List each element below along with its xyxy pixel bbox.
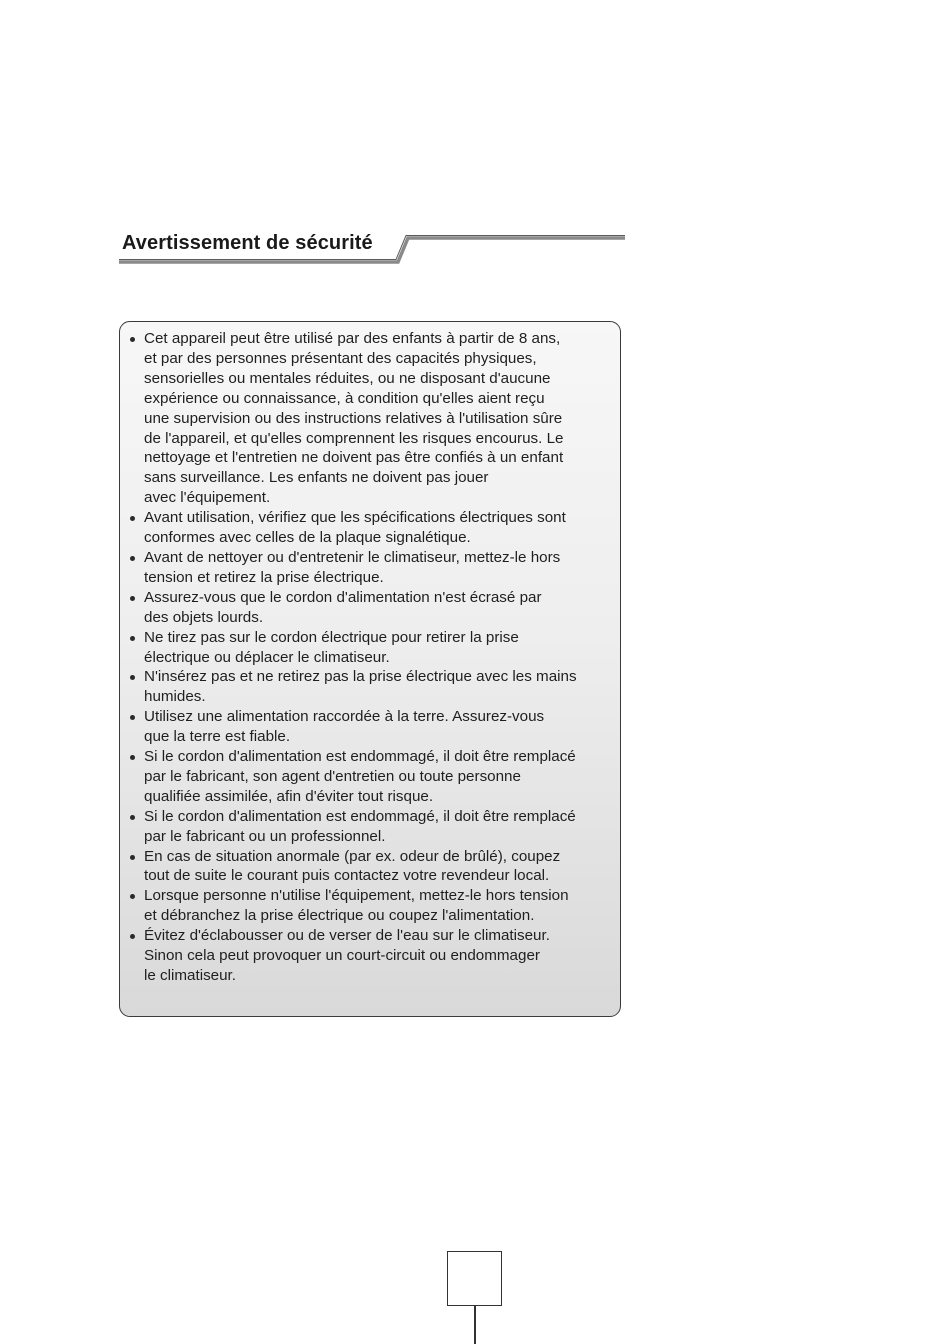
warning-item — [130, 847, 616, 887]
bullet-icon — [130, 934, 135, 939]
warning-text-line: Sinon cela peut provoquer un court-circuit ou endommager — [144, 947, 540, 965]
warning-text-line: Si le cordon d'alimentation est endommagé, il doit être remplacé — [144, 748, 576, 766]
warning-text-line: humides. — [144, 688, 206, 706]
warning-item — [130, 628, 616, 668]
bullet-icon — [130, 855, 135, 860]
warning-item — [130, 508, 616, 548]
warning-text-line: N'insérez pas et ne retirez pas la prise électrique avec les mains — [144, 668, 577, 686]
warning-text-line: et par des personnes présentant des capacités physiques, — [144, 349, 537, 367]
bullet-icon — [130, 675, 135, 680]
warning-item — [130, 707, 616, 747]
warning-text-line: Utilisez une alimentation raccordée à la terre. Assurez-vous — [144, 708, 545, 726]
warning-text-line: que la terre est fiable. — [144, 728, 291, 746]
warning-list — [120, 322, 620, 986]
warning-text-line: par le fabricant ou un professionnel. — [144, 827, 386, 845]
bullet-icon — [130, 715, 135, 720]
warning-text-line: conformes avec celles de la plaque signalétique. — [144, 529, 471, 547]
warning-text-line: expérience ou connaissance, à condition qu'elles aient reçu — [144, 389, 545, 407]
bullet-icon — [130, 516, 135, 521]
warning-item — [130, 926, 616, 986]
warning-text-line: Avant de nettoyer ou d'entretenir le climatiseur, mettez-le hors — [144, 548, 561, 566]
warning-text-line: le climatiseur. — [144, 967, 236, 984]
warning-item — [130, 588, 616, 628]
bullet-icon — [130, 755, 135, 760]
warning-text-line: Cet appareil peut être utilisé par des enfants à partir de 8 ans, — [144, 330, 561, 347]
section-title: Avertissement de sécurité — [122, 232, 373, 254]
warning-item — [130, 667, 616, 707]
warning-text-line: tension et retirez la prise électrique. — [144, 568, 384, 586]
warning-text-line: Lorsque personne n'utilise l'équipement, mettez-le hors tension — [144, 887, 569, 905]
warning-text-line: Ne tirez pas sur le cordon électrique pour retirer la prise — [144, 628, 519, 646]
warning-text-line: électrique ou déplacer le climatiseur. — [144, 648, 390, 666]
section-header — [119, 228, 625, 264]
warning-text-line: qualifiée assimilée, afin d'éviter tout risque. — [144, 787, 434, 805]
warning-text-line: En cas de situation anormale (par ex. odeur de brûlé), coupez — [144, 847, 561, 865]
warning-text-line: de l'appareil, et qu'elles comprennent les risques encourus. Le — [144, 429, 564, 447]
bullet-icon — [130, 636, 135, 641]
warning-text-line: tout de suite le courant puis contactez votre revendeur local. — [144, 867, 550, 885]
bullet-icon — [130, 556, 135, 561]
warning-text-line: et débranchez la prise électrique ou coupez l'alimentation. — [144, 907, 535, 925]
warning-text-line: Avant utilisation, vérifiez que les spécifications électriques sont — [144, 509, 566, 527]
warning-text-line: Évitez d'éclabousser ou de verser de l'eau sur le climatiseur. — [144, 927, 550, 945]
warning-text-line: sensorielles ou mentales réduites, ou ne disposant d'aucune — [144, 369, 551, 387]
warning-item — [130, 886, 616, 926]
bullet-icon — [130, 596, 135, 601]
page-number-connector — [474, 1306, 476, 1344]
warning-text-line: Si le cordon d'alimentation est endommagé, il doit être remplacé — [144, 807, 576, 825]
warning-item — [130, 329, 616, 508]
warning-item — [130, 747, 616, 807]
warning-text-line: sans surveillance. Les enfants ne doivent pas jouer — [144, 469, 489, 487]
warning-text-line: une supervision ou des instructions relatives à l'utilisation sûre — [144, 409, 563, 427]
warning-item — [130, 548, 616, 588]
bullet-icon — [130, 894, 135, 899]
warning-text-line: nettoyage et l'entretien ne doivent pas être confiés à un enfant — [144, 449, 564, 467]
warning-text-line: par le fabricant, son agent d'entretien ou toute personne — [144, 767, 521, 785]
bullet-icon — [130, 337, 135, 342]
warning-text-line: des objets lourds. — [144, 608, 264, 626]
bullet-icon — [130, 815, 135, 820]
warning-item — [130, 807, 616, 847]
warning-text-line: Assurez-vous que le cordon d'alimentation n'est écrasé par — [144, 588, 542, 606]
safety-warning-box — [119, 321, 621, 1017]
warning-text-line: avec l'équipement. — [144, 489, 271, 507]
page-number-box — [447, 1251, 502, 1306]
